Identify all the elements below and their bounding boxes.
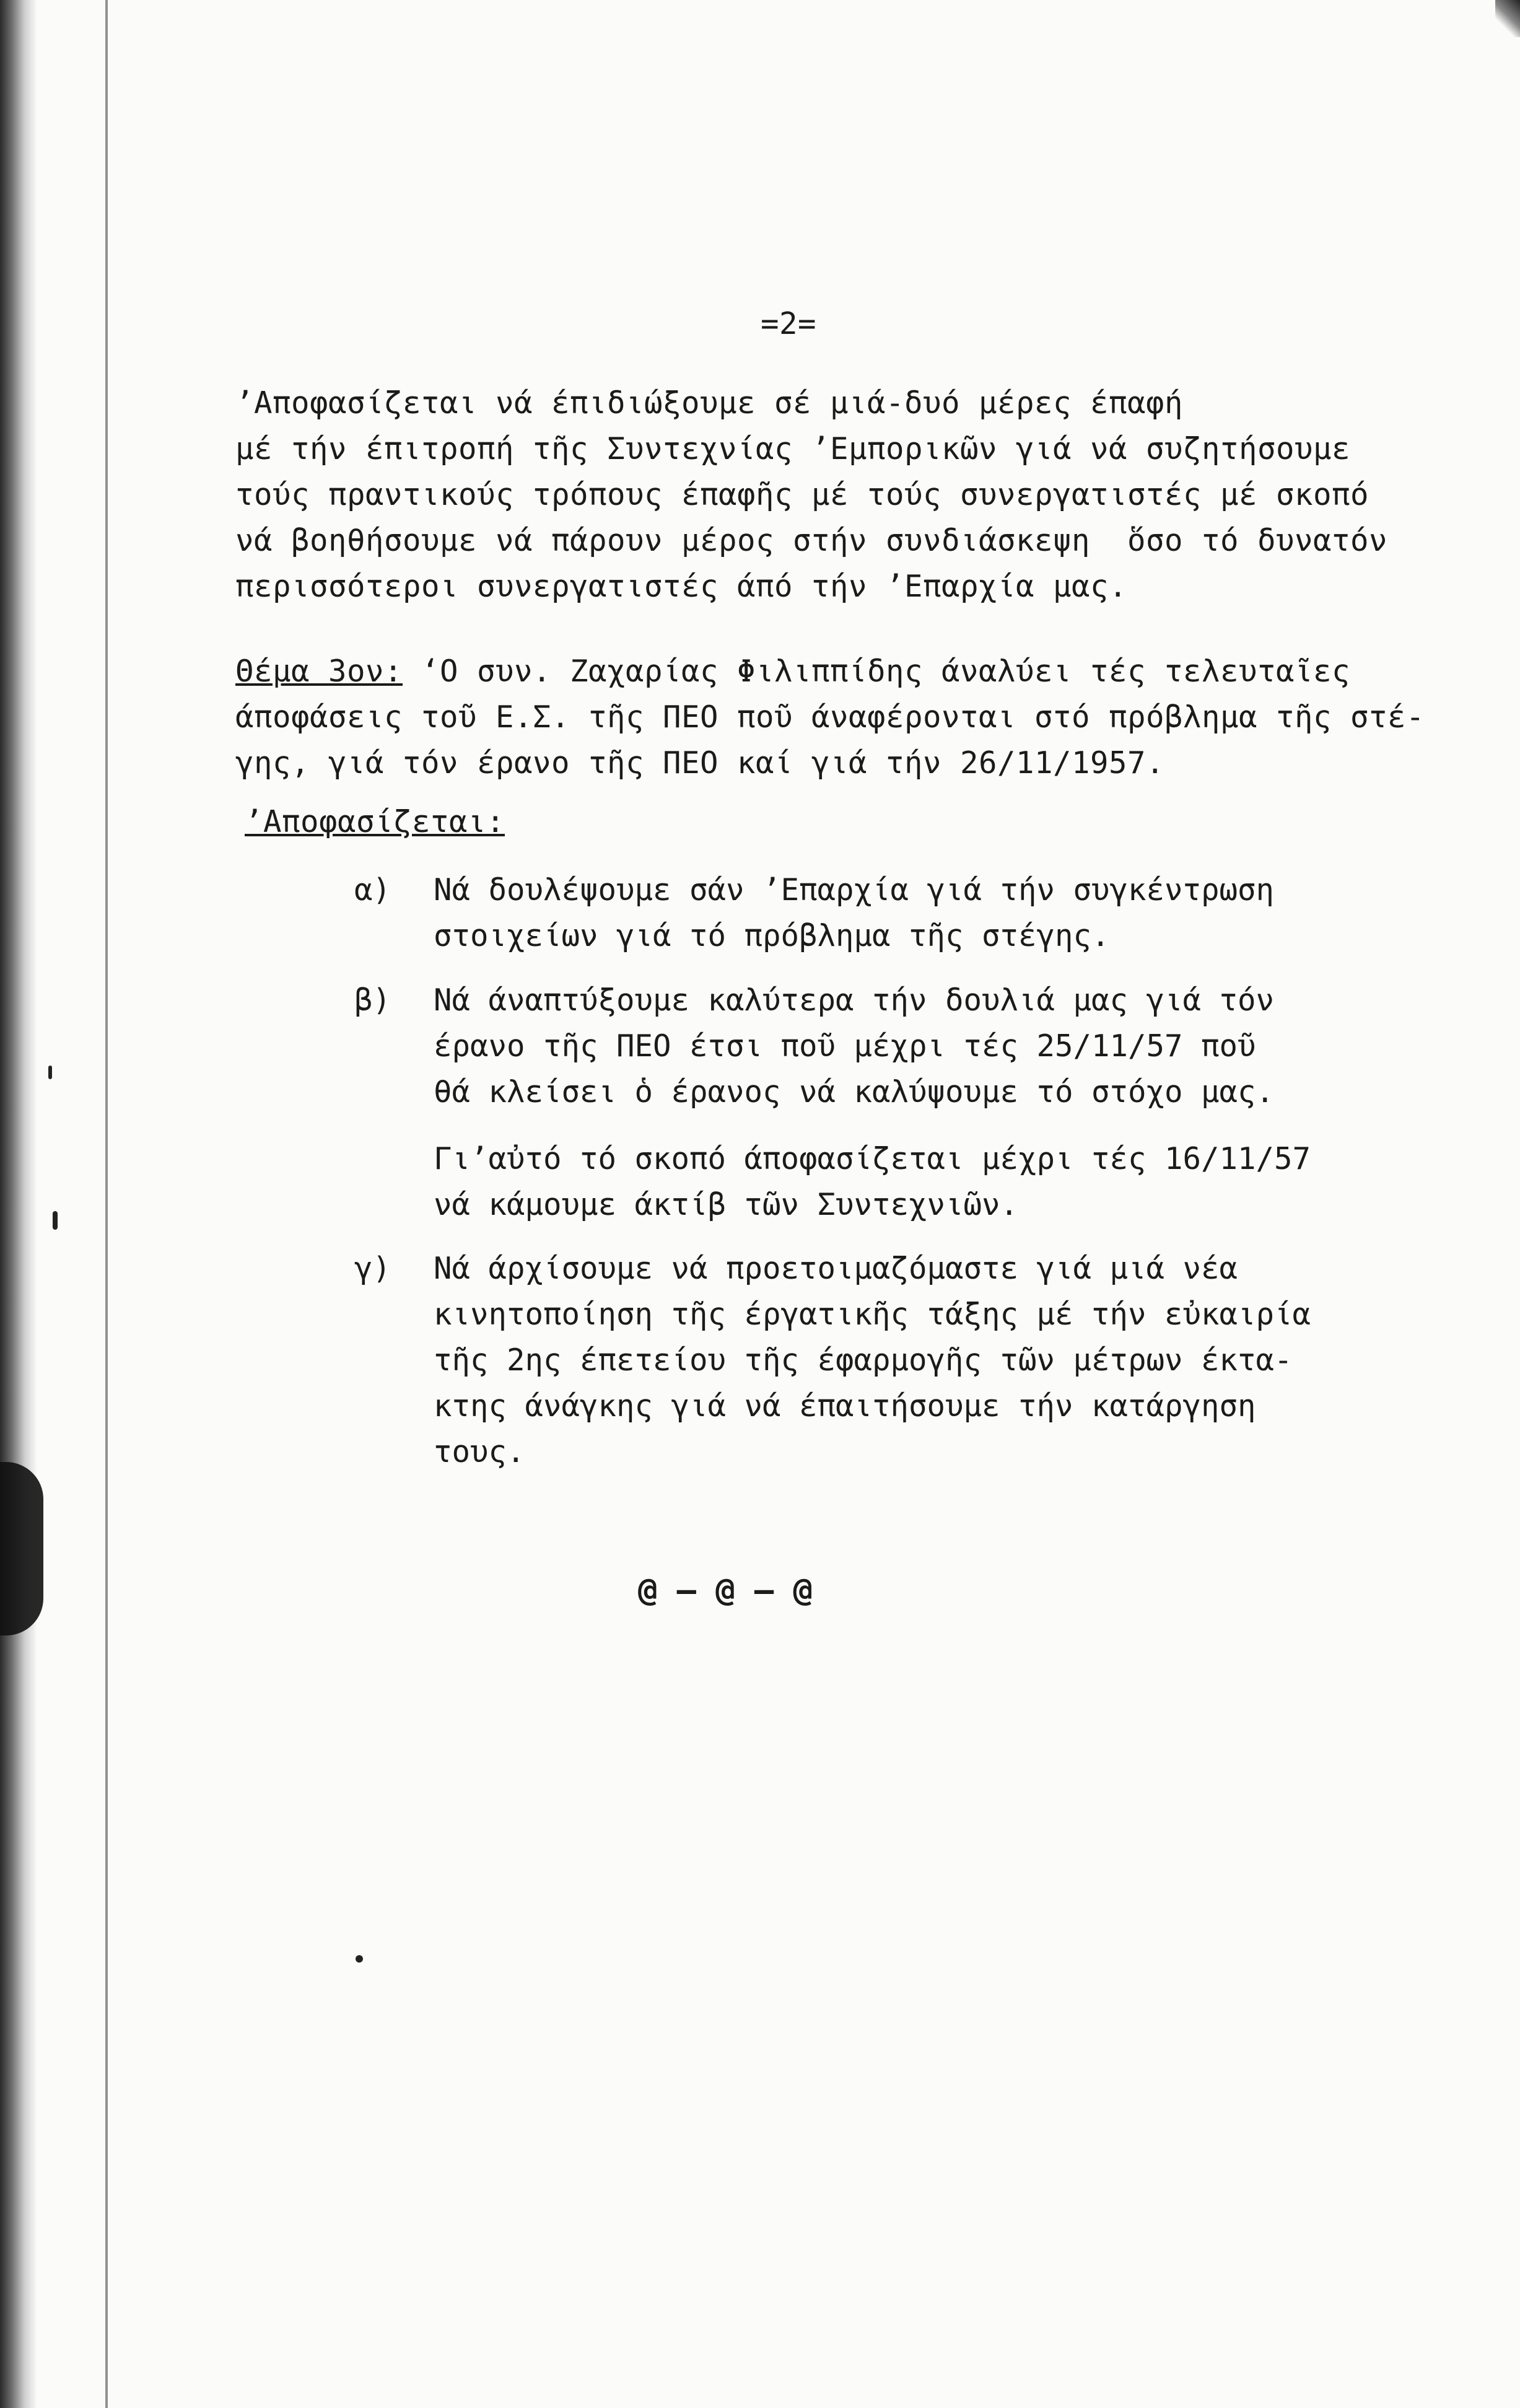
scan-speck bbox=[356, 1955, 363, 1963]
scan-speck bbox=[48, 1066, 52, 1079]
topic-paragraph bbox=[235, 649, 1425, 786]
scan-margin-line bbox=[105, 0, 108, 2408]
scan-left-edge bbox=[0, 0, 37, 2408]
item-text-c: Νά άρχίσουμε νά προετοιμαζόμαστε γιά μιά νέα κινητοποίηση τῆς έργατικῆς τάξης μέ τήν εὐκαιρία τῆς 2ης έπετείου τῆς έφαρμογῆς τῶν μέτρων έκτα- κτης άνάγκης γιά νά έπαιτήσουμε τήν κατάργηση τους. bbox=[434, 1251, 1311, 1469]
item-text-b: Νά άναπτύξουμε καλύτερα τήν δουλιά μας γιά τόν έρανο τῆς ΠΕΟ έτσι ποῦ μέχρι τές 25/11/57 ποῦ θά κλείσει ὁ έρανος νά καλύψουμε τό στόχο μας. bbox=[434, 983, 1275, 1110]
decision-heading: ’Αποφασίζεται: bbox=[245, 804, 505, 839]
scan-binding-shadow bbox=[0, 1462, 43, 1635]
item-marker-a: α) bbox=[354, 872, 391, 908]
end-mark: @ – @ – @ bbox=[638, 1572, 813, 1609]
scan-speck bbox=[53, 1211, 58, 1230]
topic-text: ‘Ο συν. Ζαχαρίας Φιλιππίδης άναλύει τές τελευταῖες άποφάσεις τοῦ Ε.Σ. τῆς ΠΕΟ ποῦ άναφέρονται στό πρόβλημα τῆς στέ- γης, γιά τόν έρανο τῆς ΠΕΟ καί γιά τήν 26/11/1957. bbox=[235, 654, 1425, 781]
paragraph-decision-contact: ’Αποφασίζεται νά έπιδιώξουμε σέ μιά-δυό μέρες έπαφή μέ τήν έπιτροπή τῆς Συντεχνίας ’Εμπορικῶν γιά νά συζητήσουμε τούς πραντικούς τρόπους έπαφῆς μέ τούς συνεργατιστές μέ σκοπό νά βοηθήσουμε νά πάρουν μέρος στήν συνδιάσκεψη ὅσο τό δυνατόν περισσότεροι συνεργατιστές άπό τήν ’Επαρχία μας. bbox=[235, 385, 1388, 604]
item-marker-c: γ) bbox=[354, 1251, 391, 1286]
scan-corner-shadow bbox=[1495, 0, 1520, 37]
item-marker-b: β) bbox=[354, 983, 391, 1018]
item-b-note: Γι’αὐτό τό σκοπό άποφασίζεται μέχρι τές 16/11/57 νά κάμουμε άκτίβ τῶν Συντεχνιῶν. bbox=[434, 1141, 1311, 1222]
item-text-a: Νά δουλέψουμε σάν ’Επαρχία γιά τήν συγκέντρωση στοιχείων γιά τό πρόβλημα τῆς στέγης. bbox=[434, 872, 1275, 953]
page-number: =2= bbox=[761, 306, 817, 341]
topic-label: Θέμα 3ον: bbox=[235, 654, 403, 689]
